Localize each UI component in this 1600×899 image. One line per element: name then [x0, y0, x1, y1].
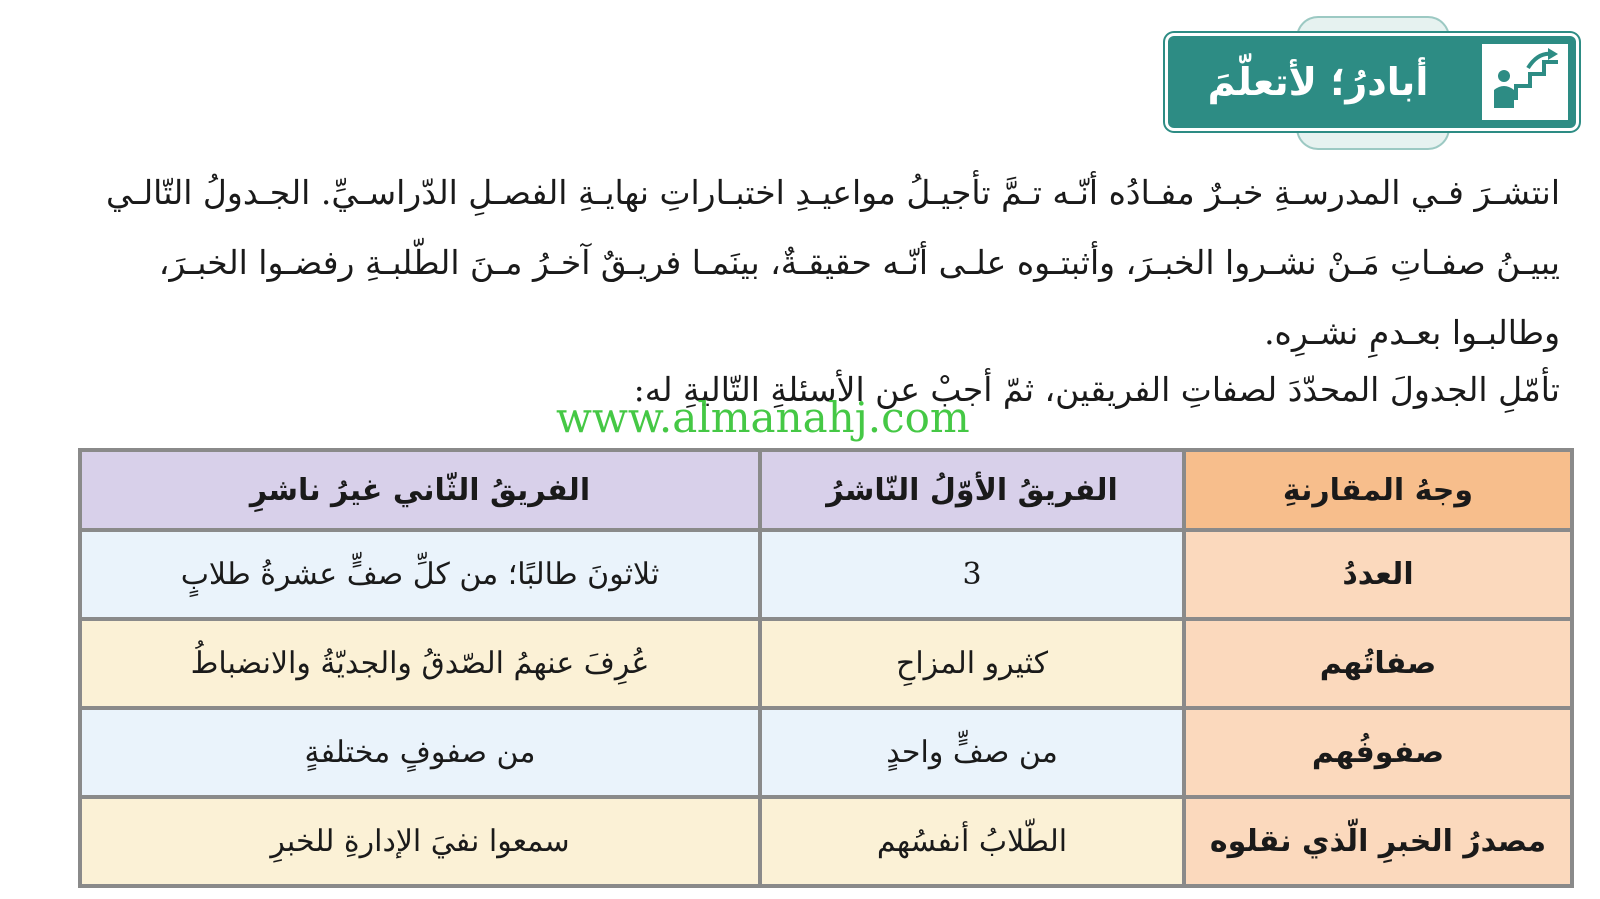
row-label-traits: صفاتُهم: [1184, 619, 1572, 708]
banner-title: أبادرُ؛ لأتعلّمَ: [1207, 60, 1429, 104]
table-row: [80, 619, 1572, 708]
header-first-team: الفريقُ الأوّلُ النّاشرُ: [760, 450, 1184, 530]
table-row: [80, 530, 1572, 619]
cell-first-source: الطّلابُ أنفسُهم: [760, 797, 1184, 886]
table-header-row: [80, 450, 1572, 530]
comparison-table: [78, 448, 1574, 888]
cell-first-count: 3: [760, 530, 1184, 619]
banner-box: [1168, 36, 1576, 128]
table-row: [80, 708, 1572, 797]
paragraph-line-3: وطالبـوا بعـدمِ نشـرِه.: [1264, 313, 1560, 352]
row-label-source: مصدرُ الخبرِ الّذي نقلوه: [1184, 797, 1572, 886]
cell-second-source: سمعوا نفيَ الإدارةِ للخبرِ: [80, 797, 760, 886]
row-label-count: العددُ: [1184, 530, 1572, 619]
person-climbing-stairs-icon: [1482, 44, 1568, 120]
table-row: [80, 797, 1572, 886]
banner-top-ornament: [1296, 16, 1450, 38]
paragraph-line-2: يبيـنُ صفـاتِ مَـنْ نشـروا الخبـرَ، وأثبتـوه علـى أنّـه حقيقـةٌ، بينَمـا فريـقٌ آخـرُ مـنَ الطّلبـةِ رفضـوا الخبـرَ،: [158, 243, 1560, 282]
cell-second-classes: من صفوفٍ مختلفةٍ: [80, 708, 760, 797]
cell-first-traits: كثيرو المزاحِ: [760, 619, 1184, 708]
watermark-link[interactable]: www.almanahj.com: [556, 393, 970, 442]
section-banner: [1168, 36, 1576, 128]
banner-bottom-ornament: [1296, 128, 1450, 150]
instruction-line: تأمّلِ الجدولَ المحدّدَ لصفاتِ الفريقين، ثمّ أجبْ عن الأسئلةِ التّاليةِ له:: [633, 370, 1560, 409]
header-aspect: وجهُ المقارنةِ: [1184, 450, 1572, 530]
cell-first-classes: من صفٍّ واحدٍ: [760, 708, 1184, 797]
cell-second-traits: عُرِفَ عنهمُ الصّدقُ والجديّةُ والانضباطُ: [80, 619, 760, 708]
cell-second-count: ثلاثونَ طالبًا؛ من كلِّ صفٍّ عشرةُ طلابٍ: [80, 530, 760, 619]
row-label-classes: صفوفُهم: [1184, 708, 1572, 797]
paragraph-line-1: انتشـرَ فـي المدرسـةِ خبـرٌ مفـادُه أنّـه تـمَّ تأجيـلُ مواعيـدِ اختبـاراتِ نهايـةِ الفصـلِ الدّراسـيِّ. الجـدولُ التّالـي: [105, 173, 1560, 212]
header-second-team: الفريقُ الثّاني غيرُ ناشرِ: [80, 450, 760, 530]
